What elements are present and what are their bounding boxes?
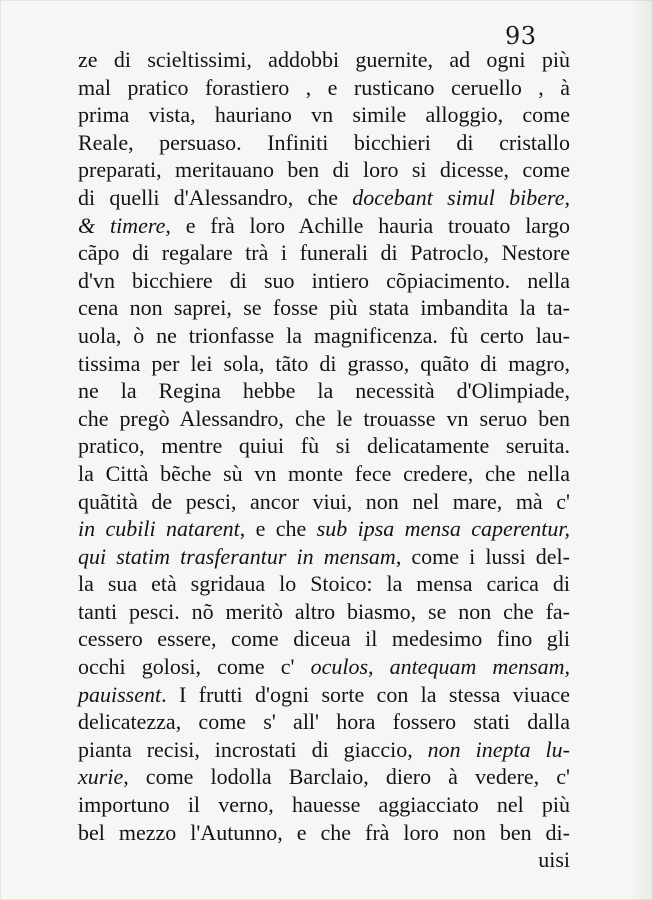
- text-segment: importuno il verno, hauesse aggiacciato nel più: [78, 792, 570, 818]
- text-segment: di quelli d'Alessandro, che: [78, 184, 353, 210]
- text-segment: tissima per lei sola, tãto di grasso, quãto di magro,: [78, 350, 570, 376]
- text-segment: occhi golosi, come c': [78, 654, 311, 680]
- text-line: [78, 460, 570, 488]
- text-segment: che pregò Alessandro, che le trouasse vn seruo ben: [78, 405, 570, 431]
- text-line: [78, 294, 570, 322]
- text-line: [78, 515, 570, 543]
- italic-latin-quote: non inepta lu-: [427, 736, 570, 762]
- text-line: [78, 681, 570, 709]
- text-line: [78, 736, 570, 764]
- text-segment: Reale, persuaso. Infiniti bicchieri di cristallo: [78, 129, 570, 155]
- italic-latin-quote: qui statim trasferantur in mensam: [78, 543, 396, 569]
- text-line: [78, 653, 570, 681]
- text-segment: , e che: [239, 516, 317, 542]
- text-line: [78, 432, 570, 460]
- text-segment: quãtità de pesci, ancor viui, non nel mare, mà c': [78, 488, 570, 514]
- text-line: [78, 791, 570, 819]
- text-line: [78, 405, 570, 433]
- text-line: [78, 184, 570, 212]
- text-line: [78, 543, 570, 571]
- text-segment: ze di scieltissimi, addobbi guernite, ad ogni più: [78, 47, 570, 72]
- italic-latin-quote: oculos, antequam mensam,: [310, 654, 570, 680]
- text-segment: pratico, mentre quiui fù si delicatamente seruita.: [78, 433, 570, 459]
- text-segment: cessero essere, come diceua il medesimo fino gli: [78, 626, 570, 652]
- italic-latin-quote: sub ipsa mensa caperentur,: [316, 516, 570, 542]
- text-line: [78, 377, 570, 405]
- text-segment: pianta recisi, incrostati di giaccio,: [78, 736, 428, 762]
- text-segment: cãpo di regalare trà i funerali di Patroclo, Nestore: [78, 240, 570, 266]
- text-line: [78, 129, 570, 157]
- text-segment: preparati, meritauano ben di loro si dicesse, come: [78, 157, 570, 183]
- page-number: 93: [505, 22, 537, 50]
- text-line: [78, 322, 570, 350]
- text-line: [78, 239, 570, 267]
- text-line: [78, 267, 570, 295]
- text-line: [78, 819, 570, 847]
- page-edge-shadow: [631, 0, 653, 900]
- text-segment: bel mezzo l'Autunno, e che frà loro non ben di-: [78, 819, 570, 845]
- text-segment: la Città bẽche sù vn monte fece credere, che nella: [78, 460, 570, 486]
- italic-latin-quote: pauissent: [78, 681, 162, 707]
- italic-latin-quote: xurie: [78, 764, 124, 790]
- text-line: [78, 625, 570, 653]
- text-segment: cena non saprei, se fosse più stata imbandita la ta-: [78, 295, 570, 321]
- text-line: [78, 156, 570, 184]
- text-segment: . I frutti d'ogni sorte con la stessa viuace: [161, 681, 570, 707]
- text-segment: d'vn bicchiere di suo intiero cõpiacimento. nella: [78, 267, 570, 293]
- text-line: [78, 101, 570, 129]
- text-segment: tanti pesci. nõ meritò altro biasmo, se non che fa-: [78, 598, 570, 624]
- text-line: [78, 488, 570, 516]
- text-line: [78, 350, 570, 378]
- text-line: [78, 46, 570, 74]
- text-segment: la sua età sgridaua lo Stoico: la mensa carica di: [78, 571, 570, 597]
- text-line: [78, 74, 570, 102]
- text-segment: prima vista, hauriano vn simile alloggio, come: [78, 102, 570, 128]
- page-text-body: [78, 46, 570, 874]
- text-segment: , e frà loro Achille hauria trouato largo: [165, 212, 570, 238]
- text-segment: ne la Regina hebbe la necessità d'Olimpiade,: [78, 378, 570, 404]
- text-line: [78, 598, 570, 626]
- italic-latin-quote: in cubili natarent: [78, 516, 240, 542]
- text-line: [78, 212, 570, 240]
- text-line: [78, 763, 570, 791]
- text-segment: , come i lussi del-: [395, 543, 570, 569]
- italic-latin-quote: & timere: [78, 212, 166, 238]
- text-segment: , come lodolla Barclaio, diero à vedere, c': [123, 764, 570, 790]
- catchword: uisi: [538, 847, 570, 873]
- text-line: [78, 708, 570, 736]
- text-segment: uola, ò ne trionfasse la magnificenza. fù certo lau-: [78, 322, 570, 348]
- italic-latin-quote: docebant simul bibere,: [352, 184, 571, 210]
- text-segment: mal pratico forastiero , e rusticano ceruello , à: [78, 74, 570, 100]
- text-segment: delicatezza, come s' all' hora fossero stati dalla: [78, 709, 570, 735]
- text-line: [78, 570, 570, 598]
